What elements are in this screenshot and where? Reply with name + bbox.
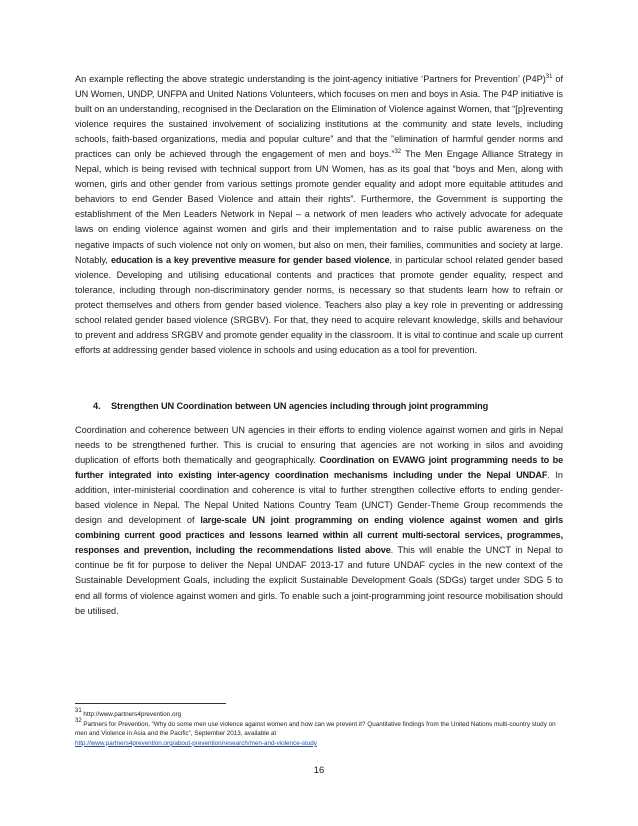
heading-text: Strengthen UN Coordination between UN agencies including through joint programming xyxy=(111,401,489,411)
footnote-text: http://www.partners4prevention.org xyxy=(81,711,182,718)
footnote-32 xyxy=(75,717,563,749)
heading-number: 4. xyxy=(93,401,101,411)
section-heading xyxy=(93,401,488,411)
paragraph-text: The Men Engage Alliance Strategy in Nepal, which is being revised with technical support from UN Women, has as its goal that “boys and Men, along with women, girls and other gender from various settings promote gender equality and adopt more equitable attitudes and behaviors to end Gender Based Violence and attain their rights”. Furthermore, the Government is supporting the establishment of the Men Leaders Network in Nepal – a network of men leaders who actively advocate for adequate laws on ending violence against women and girls and their implementation and to raise public awareness on the negative impacts of such violence not only on women, but also on men, their families, communities and society at large. Notably, xyxy=(75,149,563,265)
paragraph-text: An example reflecting the above strategic understanding is the joint-agency initiative ‘Partners for Prevention’ (P4P) xyxy=(75,74,546,84)
footnote-mark: 31 xyxy=(75,708,82,714)
footnote-link[interactable]: http://www.partners4prevention.org/about-prevention/research/men-and-violence-study xyxy=(75,739,317,747)
paragraph-text: , in particular school related gender based violence. Developing and utilising educational contents and practices that promote gender equality, respect and tolerance, including through non-discriminatory gender norms, is necessary so that students learn how to refrain or protect themselves and others from gender based violence. Teachers also play a key role in preventing or addressing school related gender based violence (SRGBV). For that, they need to acquire relevant knowledge, skills and behaviour to prevent and address SRGBV and promote gender equality in the classroom. It is vital to continue and scale up current efforts at addressing gender based violence in schools and using education as a tool for prevention. xyxy=(75,254,563,355)
footnote-divider xyxy=(75,703,226,704)
footnote-mark: 32 xyxy=(75,717,82,724)
paragraph-text: . In addition, inter-ministerial coordination and coherence is vital to further strengthen collective efforts to ending gender-based violence in Nepal. The Nepal United Nations Country Team (UNCT) Gender-Theme Group recommends the design and development of xyxy=(75,470,563,526)
paragraph-coordination xyxy=(75,423,563,619)
footnote-ref-32[interactable]: 32 xyxy=(394,149,402,156)
page-number: 16 xyxy=(313,765,325,776)
paragraph-text: Coordination and coherence between UN agencies in their efforts to ending violence against women and girls in Nepal needs to be strengthened further. This is crucial to ensuring that agencies are not working in silos and avoiding duplication of efforts both thematically and geographically. xyxy=(75,425,563,466)
footnote-31 xyxy=(75,710,563,720)
footnotes xyxy=(75,710,563,748)
paragraph-text: of UN Women, UNDP, UNFPA and United Nations Volunteers, which focuses on men and boys in Asia. The P4P initiative is built on an understanding, recognised in the Declaration on the Elimination of Violence against Women, that “[p]reventing violence requires the sustained involvement of socializing institutions at the community and state levels, including schools, faith-based organizations, media and popular culture” and that the ”elimination of harmful gender norms and practices can only be achieved through the engagement of men and boys.” xyxy=(75,74,563,160)
bold-emphasis: large-scale UN joint programming on ending violence against women and girls combining current good practices and lessons learned within all current multi-sectoral services, programmes, responses and prevention, including the recommendations listed above xyxy=(75,515,563,556)
footnote-text: Partners for Prevention, “Why do some men use violence against women and how can we prevent it? Quantitative findings from the United Nations multi-country study on men and Violence in Asia and the Pacific”, September 2013, available at xyxy=(75,720,556,738)
bold-emphasis: education is a key preventive measure for gender based violence xyxy=(110,254,390,265)
footnote-ref-31[interactable]: 31 xyxy=(545,74,553,80)
paragraph-text: . This will enable the UNCT in Nepal to continue be fit for purpose to deliver the Nepal UNDAF 2013-17 and future UNDAF cycles in the new context of the Sustainable Development Goals, including the explicit Sustainable Development Goals (SDGs) target under SDG 5 to end all forms of violence against women and girls. To enable such a joint-programming joint resource mobilisation should be utilised. xyxy=(75,545,563,616)
paragraph-p4p xyxy=(75,72,563,358)
bold-emphasis: Coordination on EVAWG joint programming needs to be further integrated into existing inter-agency coordination mechanisms including under the Nepal UNDAF xyxy=(75,455,563,481)
